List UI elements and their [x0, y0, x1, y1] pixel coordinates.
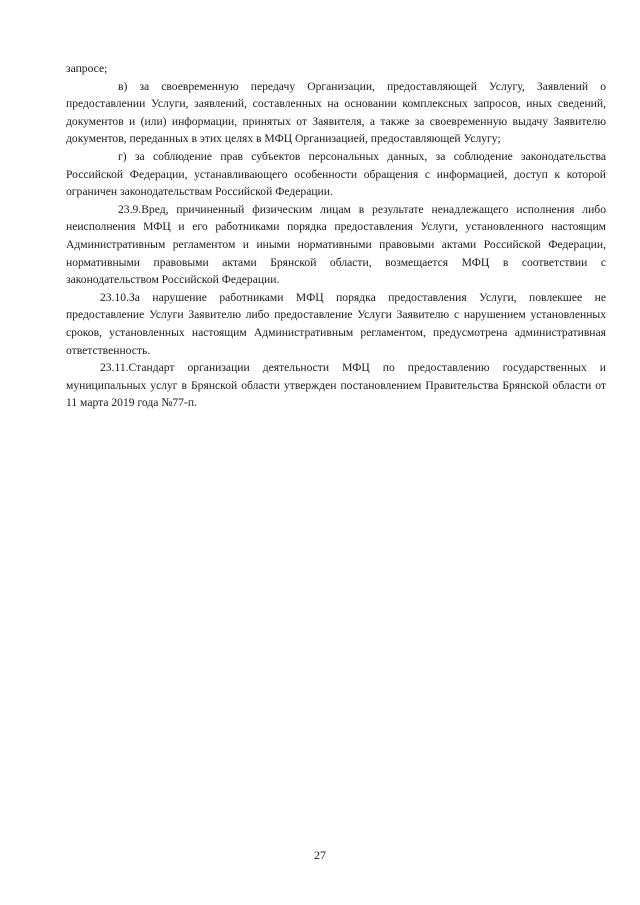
paragraph-23-9: 23.9.Вред, причиненный физическим лицам в результате ненадлежащего исполнения либо неисполнения МФЦ и его работниками порядка предоставления Услуги, установленного настоящим Административным регламентом и иными нормативными правовыми актами Российской Федерации, нормативными правовыми актами Брянской области, возмещается МФЦ в соответствии с законодательством Российской Федерации. — [66, 202, 606, 287]
paragraph-item-g: г) за соблюдение прав субъектов персональных данных, за соблюдение законодательства Российской Федерации, устанавливающего особенности обращения с информацией, доступ к которой ограничен законодательствам Российской Федерации. — [66, 149, 606, 199]
paragraph-item-v: в) за своевременную передачу Организации, предоставляющей Услугу, Заявлений о предоставлении Услуги, заявлений, составленных на основании комплексных запросов, иных сведений, документов и (или) информации, принятых от Заявителя, а также за своевременную выдачу Заявителю документов, переданных в этих целях в МФЦ Организацией, предоставляющей Услугу; — [66, 79, 606, 146]
paragraph-23-10: 23.10.За нарушение работниками МФЦ порядка предоставления Услуги, повлекшее не предоставление Услуги Заявителю либо предоставление Услуги Заявителю с нарушением установленных сроков, установленных настоящим Административным регламентом, предусмотрена административная ответственность. — [66, 290, 606, 357]
page-number: 27 — [314, 848, 326, 862]
paragraph-continuation: запросе; — [66, 62, 108, 75]
paragraph-23-11: 23.11.Стандарт организации деятельности МФЦ по предоставлению государственных и муниципальных услуг в Брянской области утвержден постановлением Правительства Брянской области от 11 марта 2019 года №77-п. — [66, 361, 606, 410]
body-text — [66, 60, 606, 412]
